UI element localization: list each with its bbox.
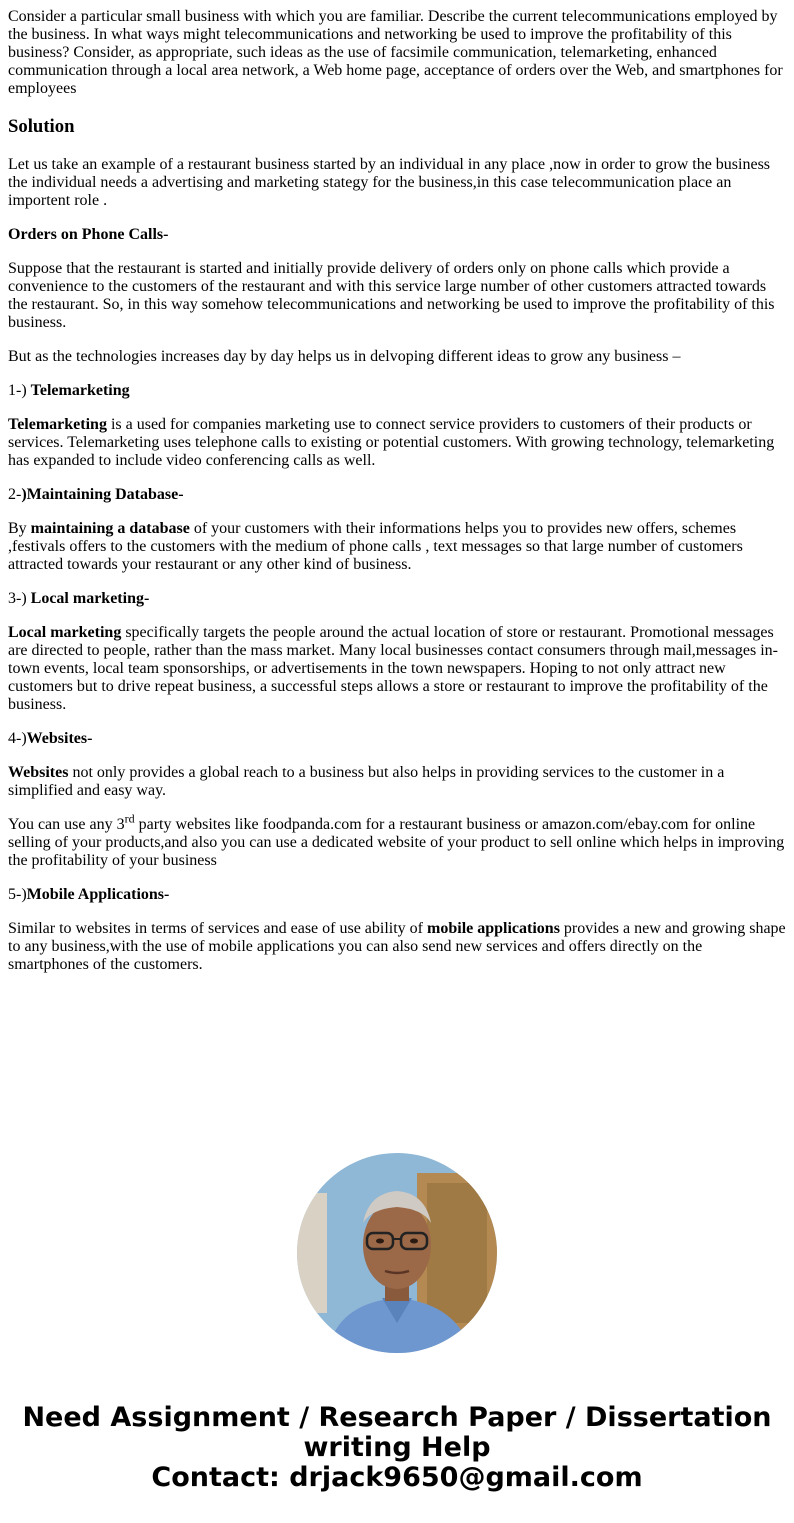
mobile-paragraph [8, 920, 786, 974]
mobile-heading-text: Mobile Applications- [26, 886, 170, 903]
intro-paragraph: Let us take an example of a restaurant business started by an individual in any place ,now in order to grow the business the individual needs a advertising and marketing stategy for the business,in this case telecommunication place an importent role . [8, 156, 771, 209]
websites-term: Websites [8, 764, 69, 781]
orders-heading-text: Orders on Phone Calls- [8, 226, 169, 243]
database-term: maintaining a database [30, 520, 190, 537]
mobile-term: mobile applications [427, 920, 560, 937]
local-number: 3-) [8, 590, 31, 607]
orders-paragraph: Suppose that the restaurant is started and initially provide delivery of orders only on phone calls which provide a convenience to the customers of the restaurant and with this service large number of other customers attracted towards the restaurant. So, in this way somehow telecommunications and networking be used to improve the profitability of this business. [8, 260, 775, 331]
local-term: Local marketing [8, 624, 122, 641]
telemarketing-paragraph [8, 416, 786, 470]
database-heading [8, 486, 786, 504]
database-number: 2- [8, 486, 22, 503]
telemarketing-heading [8, 382, 786, 400]
banner-line-2: writing Help [303, 1432, 491, 1463]
local-heading-text: Local marketing- [30, 590, 150, 607]
local-paragraph [8, 624, 786, 714]
assignment-help-banner [0, 1403, 794, 1493]
banner-contact: Contact: drjack9650@gmail.com [151, 1462, 643, 1493]
websites-heading-text: Websites- [26, 730, 93, 747]
question-text: Consider a particular small business with which you are familiar. Describe the current telecommunications employed by the business. In what ways might telecommunications and networking be used to improve the profitability of this business? Consider, as appropriate, such ideas as the use of facsimile communication, telemarketing, enhanced communication through a local area network, a Web home page, acceptance of orders over the Web, and smartphones for employees [8, 8, 783, 97]
websites-paragraph-2 [8, 811, 786, 870]
local-heading [8, 590, 786, 608]
mobile-number: 5-) [8, 886, 27, 903]
database-body: of your customers with their informations helps you to provides new offers, schemes ,festivals offers to the customers with the medium of phone calls , text messages so that large number of customers attracted towards your restaurant or any other kind of business. [8, 520, 743, 573]
solution-heading: Solution [8, 116, 75, 137]
author-portrait-image [297, 1153, 497, 1353]
transition-paragraph: But as the technologies increases day by day helps us in delvoping different ideas to grow any business – [8, 348, 681, 365]
orders-heading [8, 226, 786, 244]
mobile-heading [8, 886, 786, 904]
websites-heading [8, 730, 786, 748]
banner-line-1: Need Assignment / Research Paper / Dissertation [22, 1402, 772, 1433]
mobile-body: provides a new and growing shape to any business,with the use of mobile applications you can also send new services and offers directly on the smartphones of the customers. [8, 920, 786, 973]
database-paragraph [8, 520, 786, 574]
websites-body: not only provides a global reach to a business but also helps in providing services to the customer in a simplified and easy way. [8, 764, 725, 799]
author-avatar [297, 1153, 497, 1353]
websites-p2-sup: rd [124, 811, 135, 826]
websites-p2-rest: party websites like foodpanda.com for a restaurant business or amazon.com/ebay.com for online selling of your products,and also you can use a dedicated website of your product to sell online which helps in improving the profitability of your business [8, 816, 785, 869]
websites-number: 4-) [8, 730, 27, 747]
websites-p2-lead: You can use any 3 [8, 816, 125, 833]
telemarketing-heading-text: Telemarketing [30, 382, 130, 399]
database-heading-text: )Maintaining Database- [21, 486, 184, 503]
websites-paragraph [8, 764, 786, 800]
local-body: specifically targets the people around the actual location of store or restaurant. Promotional messages are directed to people, rather than the mass market. Many local businesses contact consumers through mail,messages in-town events, local team sponsorships, or advertisements in the town newspapers. Hoping to not only attract new customers but to drive repeat business, a successful steps allows a store or restaurant to improve the profitability of the business. [8, 624, 778, 713]
telemarketing-number: 1-) [8, 382, 31, 399]
telemarketing-term: Telemarketing [8, 416, 107, 433]
database-lead: By [8, 520, 31, 537]
telemarketing-body: is a used for companies marketing use to connect service providers to customers of their products or services. Telemarketing uses telephone calls to existing or potential customers. With growing technology, telemarketing has expanded to include video conferencing calls as well. [8, 416, 775, 469]
mobile-lead: Similar to websites in terms of services and ease of use ability of [8, 920, 428, 937]
